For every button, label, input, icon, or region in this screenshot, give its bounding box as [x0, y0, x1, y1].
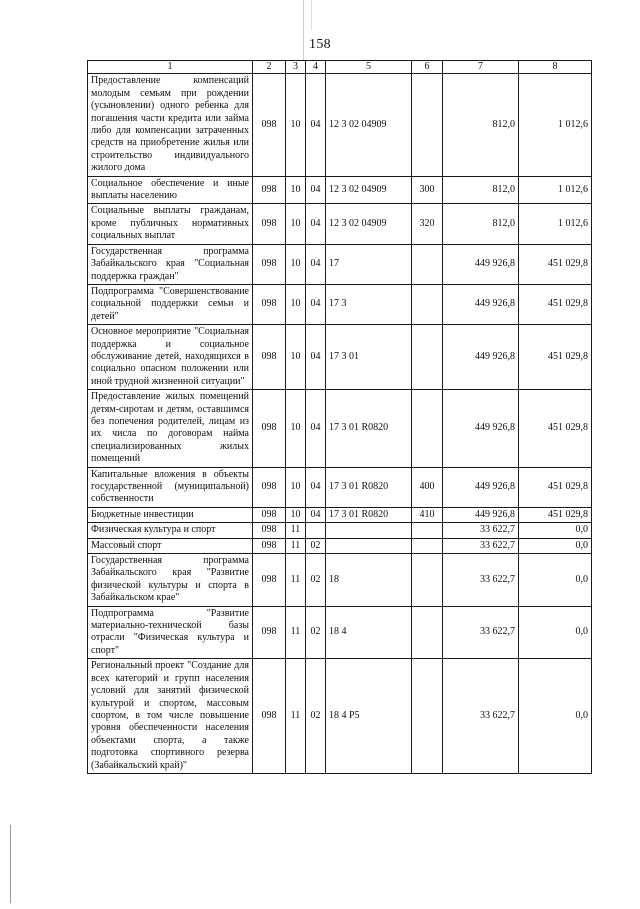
row-sum-year1: 449 926,8: [443, 390, 519, 467]
row-name: Социальные выплаты гражданам, кроме публичных нормативных социальных выплат: [88, 204, 253, 244]
row-sum-year1: 812,0: [443, 74, 519, 176]
fold-line-secondary: [311, 0, 312, 30]
row-sum-year2: 0,0: [519, 523, 592, 538]
row-sum-year1: 33 622,7: [443, 659, 519, 774]
row-grbs: 098: [253, 554, 286, 607]
row-sum-year1: 449 926,8: [443, 467, 519, 507]
row-sum-year2: 451 029,8: [519, 507, 592, 522]
header-cell: 5: [326, 61, 412, 74]
row-expense-type: [412, 659, 443, 774]
row-expense-type: [412, 554, 443, 607]
row-sum-year1: 33 622,7: [443, 606, 519, 659]
row-sum-year2: 451 029,8: [519, 467, 592, 507]
row-target-article: 12 3 02 04909: [326, 204, 412, 244]
header-cell: 8: [519, 61, 592, 74]
table-row: [88, 325, 592, 390]
budget-table: [87, 60, 592, 774]
row-target-article: 17: [326, 244, 412, 284]
row-name: Государственная программа Забайкальского края "Социальная поддержка граждан": [88, 244, 253, 284]
row-target-article: [326, 523, 412, 538]
row-grbs: 098: [253, 204, 286, 244]
row-sum-year1: 33 622,7: [443, 554, 519, 607]
header-cell: 4: [306, 61, 326, 74]
page-number: 158: [309, 37, 331, 52]
row-grbs: 098: [253, 659, 286, 774]
header-cell: 6: [412, 61, 443, 74]
row-name: Основное мероприятие "Социальная поддержка и социальное обслуживание детей, находящихся в социально опасном положении или иной трудной жизненной ситуации": [88, 325, 253, 390]
table-row: [88, 606, 592, 659]
row-expense-type: [412, 523, 443, 538]
row-sum-year2: 1 012,6: [519, 204, 592, 244]
table-row: [88, 659, 592, 774]
row-target-article: 18 4: [326, 606, 412, 659]
header-cell: 3: [286, 61, 306, 74]
row-name: Государственная программа Забайкальского края "Развитие физической культуры и спорта в Забайкальском крае": [88, 554, 253, 607]
row-grbs: 098: [253, 606, 286, 659]
margin-mark: [10, 825, 11, 903]
row-sum-year2: 0,0: [519, 538, 592, 553]
row-expense-type: 320: [412, 204, 443, 244]
row-target-article: 17 3: [326, 284, 412, 324]
row-name: Подпрограмма "Совершенствование социальной поддержки семьи и детей": [88, 284, 253, 324]
row-name: Капитальные вложения в объекты государственной (муниципальной) собственности: [88, 467, 253, 507]
row-sum-year2: 451 029,8: [519, 244, 592, 284]
row-subsection: 04: [306, 204, 326, 244]
row-section: 11: [286, 554, 306, 607]
table-row: [88, 74, 592, 176]
row-grbs: 098: [253, 390, 286, 467]
row-sum-year2: 1 012,6: [519, 74, 592, 176]
row-sum-year2: 1 012,6: [519, 176, 592, 204]
row-name: Предоставление жилых помещений детям-сиротам и детям, оставшимся без попечения родителей, лицам из их числа по договорам найма специализированных жилых помещений: [88, 390, 253, 467]
row-expense-type: [412, 284, 443, 324]
table-row: [88, 554, 592, 607]
row-target-article: 18 4 P5: [326, 659, 412, 774]
row-subsection: 04: [306, 467, 326, 507]
table-row: [88, 538, 592, 553]
row-grbs: 098: [253, 507, 286, 522]
row-expense-type: [412, 74, 443, 176]
row-section: 10: [286, 284, 306, 324]
row-grbs: 098: [253, 284, 286, 324]
row-expense-type: [412, 325, 443, 390]
row-expense-type: [412, 244, 443, 284]
row-sum-year1: 449 926,8: [443, 507, 519, 522]
table-row: [88, 284, 592, 324]
row-subsection: [306, 523, 326, 538]
row-expense-type: [412, 606, 443, 659]
row-target-article: 12 3 02 04909: [326, 176, 412, 204]
row-target-article: 18: [326, 554, 412, 607]
row-section: 11: [286, 659, 306, 774]
table-row: [88, 244, 592, 284]
row-subsection: 04: [306, 325, 326, 390]
row-section: 10: [286, 176, 306, 204]
row-subsection: 04: [306, 74, 326, 176]
row-name: Региональный проект "Создание для всех категорий и групп населения условий для занятий физической культурой и спортом, массовым спортом, в том числе повышение уровня обеспеченности населения объектами спорта, а также подготовка спортивного резерва (Забайкальский край)": [88, 659, 253, 774]
row-sum-year1: 812,0: [443, 204, 519, 244]
row-target-article: 17 3 01 R0820: [326, 390, 412, 467]
row-sum-year2: 0,0: [519, 659, 592, 774]
row-section: 10: [286, 74, 306, 176]
row-sum-year2: 451 029,8: [519, 390, 592, 467]
row-subsection: 02: [306, 659, 326, 774]
row-subsection: 04: [306, 390, 326, 467]
table-row: [88, 204, 592, 244]
table-row: [88, 467, 592, 507]
row-subsection: 02: [306, 554, 326, 607]
row-subsection: 02: [306, 606, 326, 659]
row-target-article: 12 3 02 04909: [326, 74, 412, 176]
row-name: Предоставление компенсаций молодым семьям при рождении (усыновлении) одного ребенка для погашения части кредита или займа либо для компенсации затраченных средств на приобретение жилья или строительство индивидуального жилого дома: [88, 74, 253, 176]
row-section: 10: [286, 244, 306, 284]
row-sum-year2: 451 029,8: [519, 284, 592, 324]
row-grbs: 098: [253, 176, 286, 204]
table-body: [88, 74, 592, 774]
row-name: Подпрограмма "Развитие материально-технической базы отрасли "Физическая культура и спорт": [88, 606, 253, 659]
row-grbs: 098: [253, 325, 286, 390]
row-name: Массовый спорт: [88, 538, 253, 553]
row-subsection: 04: [306, 176, 326, 204]
row-section: 10: [286, 507, 306, 522]
row-subsection: 04: [306, 284, 326, 324]
row-grbs: 098: [253, 244, 286, 284]
table-row: [88, 507, 592, 522]
row-sum-year1: 449 926,8: [443, 244, 519, 284]
row-grbs: 098: [253, 74, 286, 176]
header-cell: 7: [443, 61, 519, 74]
table-row: [88, 523, 592, 538]
row-subsection: 02: [306, 538, 326, 553]
row-section: 10: [286, 467, 306, 507]
row-sum-year1: 449 926,8: [443, 284, 519, 324]
row-expense-type: 400: [412, 467, 443, 507]
row-target-article: 17 3 01: [326, 325, 412, 390]
header-cell: 2: [253, 61, 286, 74]
row-section: 11: [286, 538, 306, 553]
row-grbs: 098: [253, 467, 286, 507]
row-grbs: 098: [253, 523, 286, 538]
row-subsection: 04: [306, 507, 326, 522]
row-expense-type: [412, 390, 443, 467]
header-row: [88, 61, 592, 74]
row-name: Бюджетные инвестиции: [88, 507, 253, 522]
row-expense-type: 300: [412, 176, 443, 204]
row-expense-type: 410: [412, 507, 443, 522]
row-sum-year1: 33 622,7: [443, 538, 519, 553]
row-section: 10: [286, 325, 306, 390]
row-sum-year2: 451 029,8: [519, 325, 592, 390]
row-expense-type: [412, 538, 443, 553]
row-section: 11: [286, 606, 306, 659]
row-sum-year1: 33 622,7: [443, 523, 519, 538]
row-sum-year2: 0,0: [519, 606, 592, 659]
row-target-article: 17 3 01 R0820: [326, 467, 412, 507]
row-sum-year1: 449 926,8: [443, 325, 519, 390]
row-target-article: [326, 538, 412, 553]
row-section: 11: [286, 523, 306, 538]
row-sum-year2: 0,0: [519, 554, 592, 607]
row-name: Социальное обеспечение и иные выплаты населению: [88, 176, 253, 204]
table-row: [88, 390, 592, 467]
header-cell: 1: [88, 61, 253, 74]
row-grbs: 098: [253, 538, 286, 553]
row-section: 10: [286, 390, 306, 467]
row-target-article: 17 3 01 R0820: [326, 507, 412, 522]
row-section: 10: [286, 204, 306, 244]
row-subsection: 04: [306, 244, 326, 284]
row-sum-year1: 812,0: [443, 176, 519, 204]
table-row: [88, 176, 592, 204]
row-name: Физическая культура и спорт: [88, 523, 253, 538]
